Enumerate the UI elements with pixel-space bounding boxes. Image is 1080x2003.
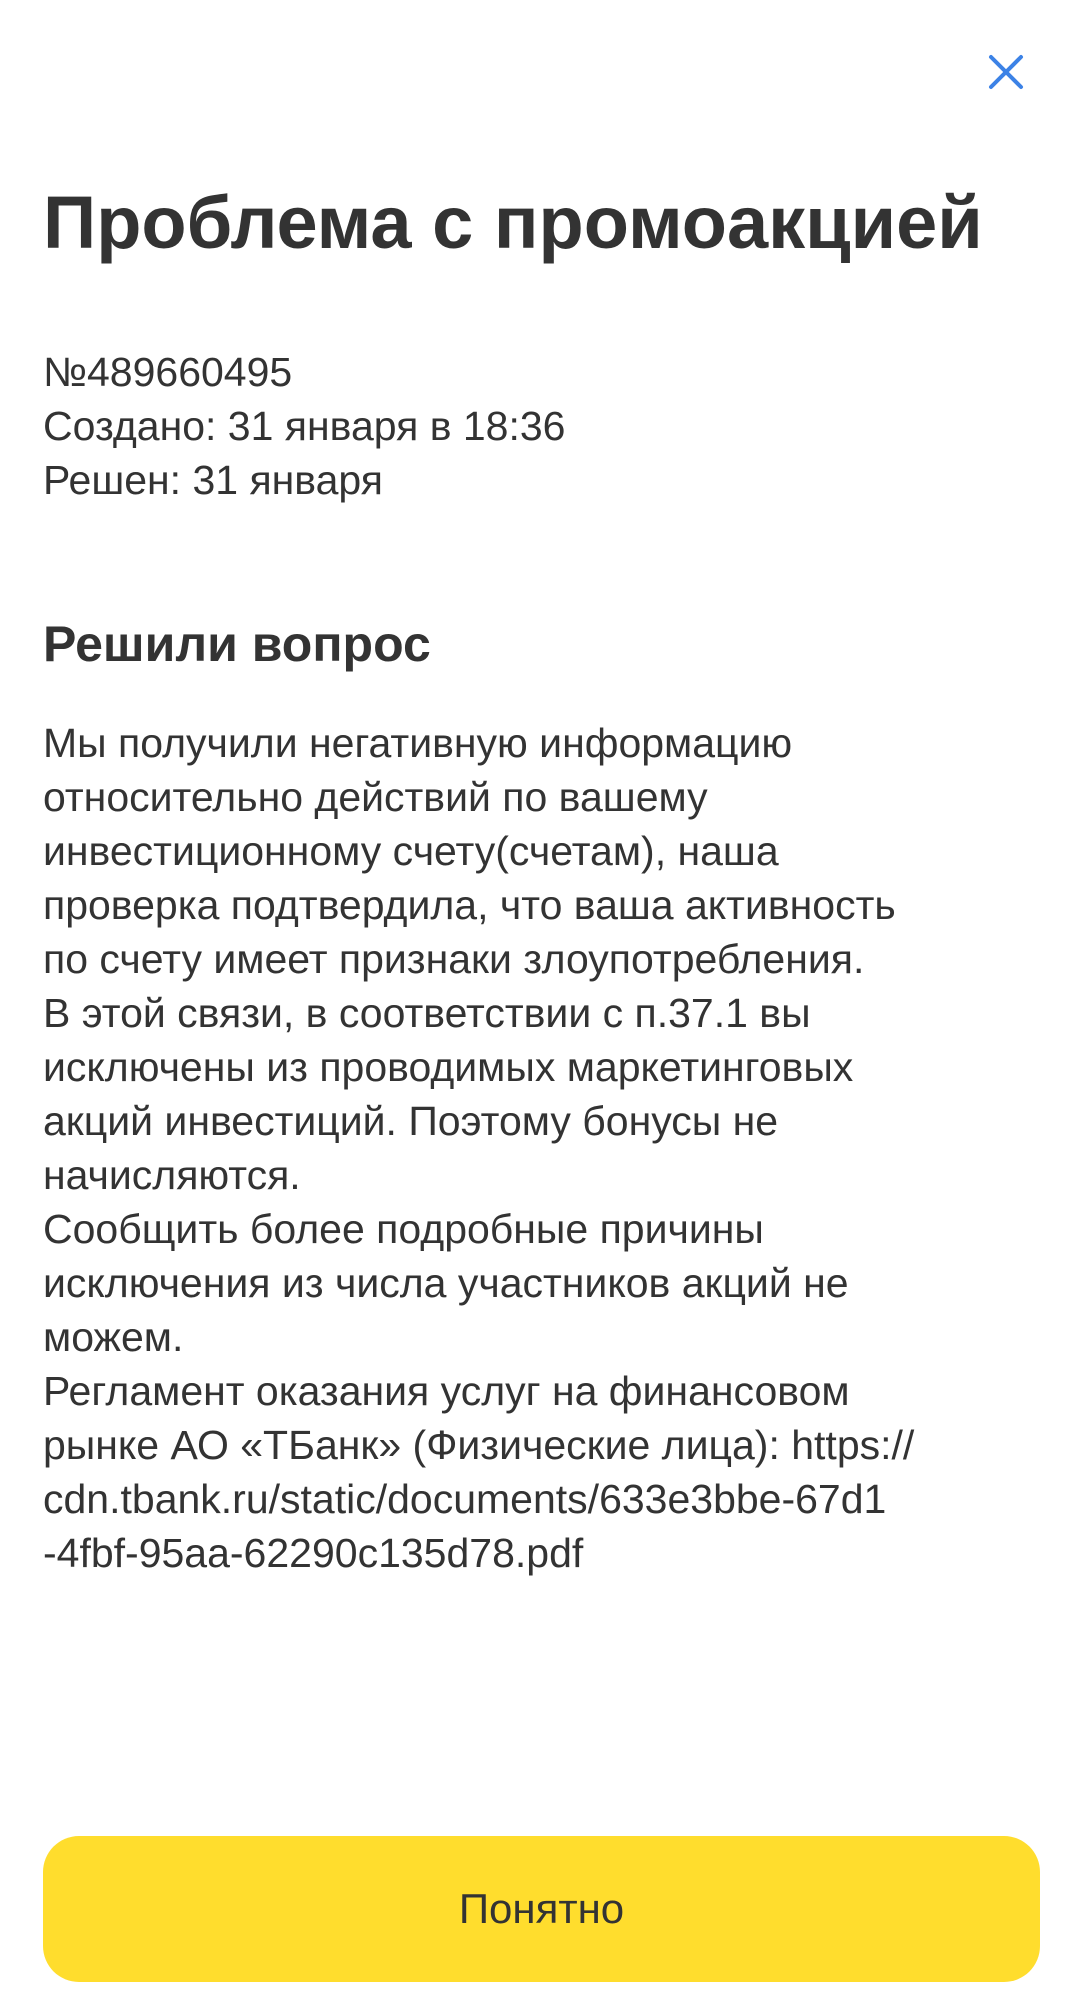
resolution-text bbox=[43, 716, 1043, 1580]
resolution-line: можем. bbox=[43, 1314, 184, 1360]
resolution-line: начисляются. bbox=[43, 1152, 301, 1198]
resolution-heading: Решили вопрос bbox=[43, 616, 431, 672]
resolution-line: относительно действий по вашему bbox=[43, 774, 708, 820]
resolution-line: по счету имеет признаки злоупотребления. bbox=[43, 936, 865, 982]
resolution-line: проверка подтвердила, что ваша активность bbox=[43, 882, 896, 928]
resolution-line: инвестиционному счету(счетам), наша bbox=[43, 828, 779, 874]
resolution-line: исключения из числа участников акций не bbox=[43, 1260, 849, 1306]
close-icon bbox=[986, 52, 1026, 92]
resolution-line: рынке АО «ТБанк» (Физические лица): https:// bbox=[43, 1422, 915, 1468]
resolved-date: Решен: 31 января bbox=[43, 457, 383, 503]
page-title: Проблема с промоакцией bbox=[43, 181, 983, 264]
resolution-line: В этой связи, в соответствии с п.37.1 вы bbox=[43, 990, 811, 1036]
resolution-line: Мы получили негативную информацию bbox=[43, 720, 793, 766]
document-link-line[interactable]: -4fbf-95aa-62290c135d78.pdf bbox=[43, 1530, 584, 1576]
document-link-line[interactable]: cdn.tbank.ru/static/documents/633e3bbe-67d1 bbox=[43, 1476, 887, 1522]
resolution-line: исключены из проводимых маркетинговых bbox=[43, 1044, 854, 1090]
ok-button[interactable]: Понятно bbox=[43, 1836, 1040, 1982]
ticket-meta bbox=[43, 345, 565, 507]
close-button[interactable] bbox=[980, 46, 1032, 98]
resolution-line: Регламент оказания услуг на финансовом bbox=[43, 1368, 850, 1414]
created-date: Создано: 31 января в 18:36 bbox=[43, 403, 566, 449]
resolution-line: Сообщить более подробные причины bbox=[43, 1206, 764, 1252]
ticket-number: №489660495 bbox=[43, 349, 293, 395]
resolution-line: акций инвестиций. Поэтому бонусы не bbox=[43, 1098, 779, 1144]
